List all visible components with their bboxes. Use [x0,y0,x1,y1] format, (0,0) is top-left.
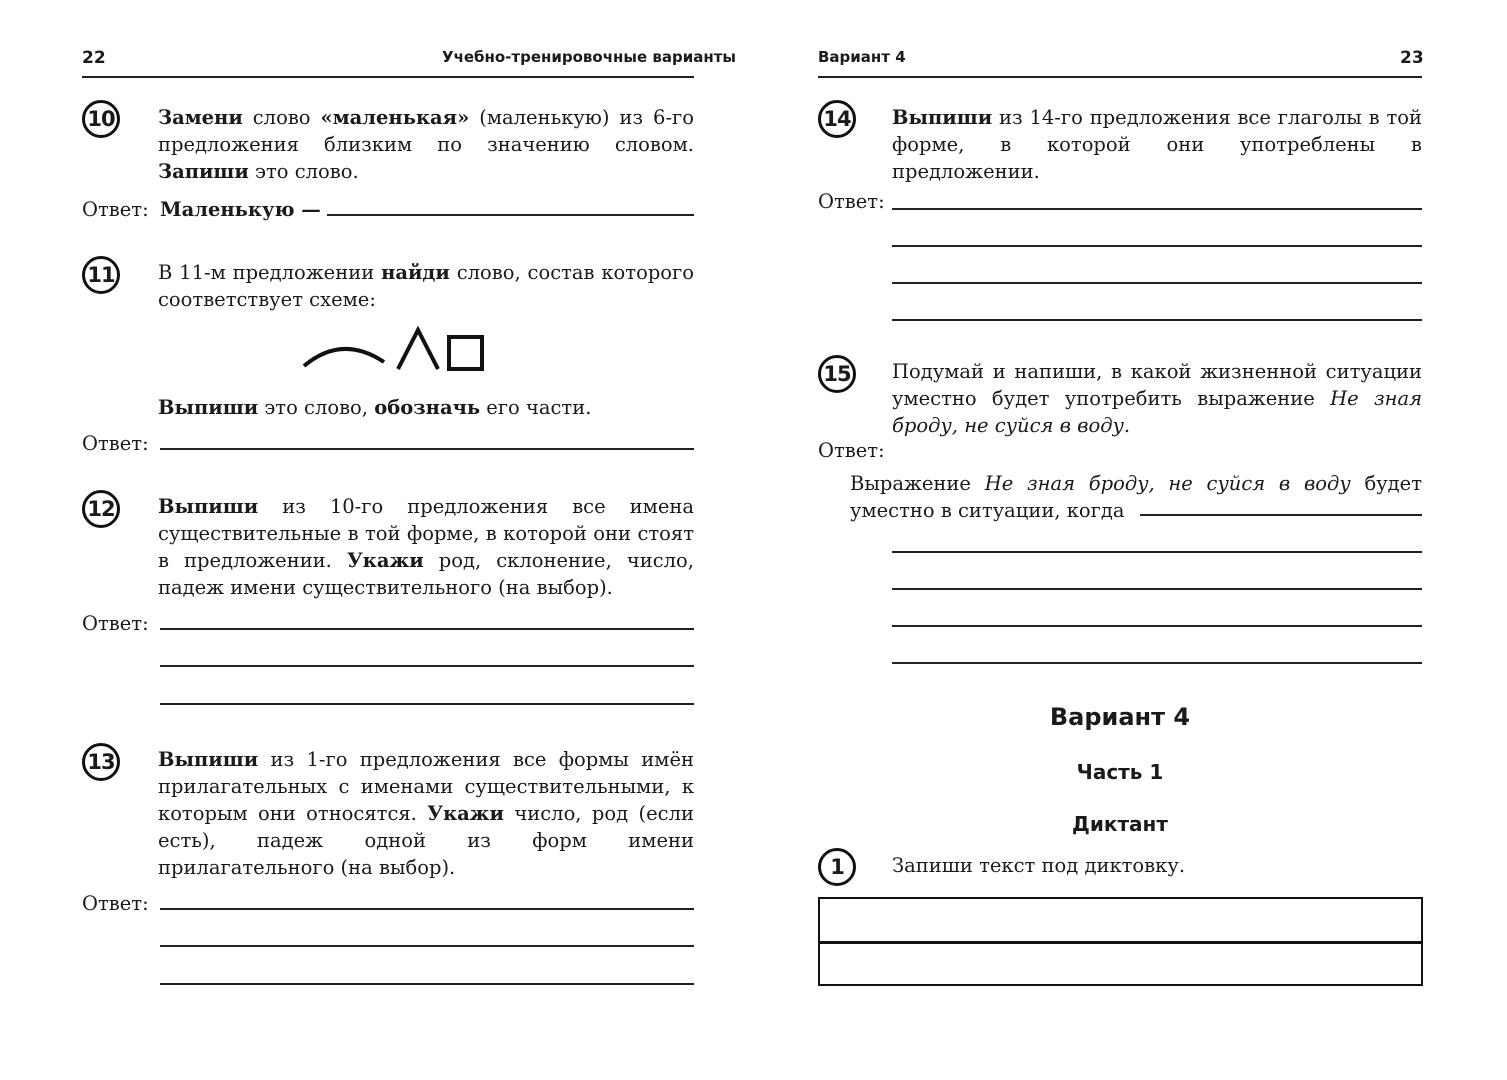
answer-label: Ответ: [82,612,149,635]
emph: Выпиши [158,748,259,771]
text: род, склонение, число, падеж имени существительного (на выбор). [158,549,694,599]
task-10-text [158,104,694,185]
emph: найди [381,261,450,284]
root-arc [304,349,384,366]
task-number-badge [82,256,120,294]
header-rule [818,76,1422,78]
task-15-text [892,358,1422,439]
answer-line[interactable] [892,588,1422,590]
text: слово, состав которого соответствует схеме: [158,261,695,311]
task-1-text: Запиши текст под диктовку. [892,854,1186,877]
task-number: 12 [87,497,115,521]
section-title: Диктант [1072,812,1168,836]
part-title: Часть 1 [1076,760,1164,784]
idiom: Не зная броду, не суйся в воду. [892,387,1422,437]
task-14-text [892,104,1422,185]
answer-prefix: Маленькую — [160,198,321,221]
task-number-badge [818,848,856,886]
emph: «маленькая» [320,106,470,129]
page-number: 23 [1400,48,1424,68]
answer-line[interactable] [892,319,1422,321]
page-number: 22 [82,48,106,68]
task-11-text [158,259,694,313]
task-number-badge [818,100,856,138]
task-number: 15 [823,362,851,386]
text: это слово. [248,160,359,183]
task-number-badge [818,355,856,393]
emph: Выпиши [158,396,259,419]
text: число, род (если есть), падеж одной из форм имени прилагательного (на выбор). [158,802,694,879]
task-12-text [158,493,694,601]
task-number: 11 [87,263,115,287]
answer-line[interactable] [892,551,1422,553]
dictation-box[interactable] [818,897,1423,986]
morpheme-scheme-icon [300,326,490,374]
idiom: Не зная броду, не суйся в воду [984,472,1351,495]
answer-label: Ответ: [82,432,149,455]
answer-line[interactable] [892,662,1422,664]
answer-line[interactable] [160,628,694,630]
emph: Укажи [427,802,504,825]
task-number: 10 [87,107,115,131]
text: из 10-го предложения все имена существительные в той форме, в которой они стоят в предложении. [158,495,694,572]
dictation-box-divider [820,941,1421,944]
task-number: 14 [823,107,851,131]
task-number-badge [82,743,120,781]
answer-line[interactable] [892,282,1422,284]
emph: Укажи [346,549,424,572]
suffix-caret [398,330,438,369]
emph: обозначь [374,396,481,419]
answer-label: Ответ: [82,892,149,915]
text: (маленькую) из 6-го предложения близким по значению словом. [158,106,694,156]
text: Подумай и напиши, в какой жизненной ситуации уместно будет употребить выражение [892,360,1422,410]
task-number: 13 [87,750,115,774]
running-title: Вариант 4 [818,48,906,66]
emph: Выпиши [158,495,259,518]
answer-line[interactable] [1140,514,1422,516]
answer-label: Ответ: [82,198,149,221]
answer-label: Ответ: [818,439,885,462]
header-rule [82,76,694,78]
text: В 11-м предложении [158,261,382,284]
task-13-text [158,746,694,881]
text: Выражение [850,472,985,495]
answer-line[interactable] [327,214,694,216]
text: из 14-го предложения все глаголы в той форме, в которой они употреблены в предложении. [892,106,1422,183]
task-15-answer-text [850,470,1422,524]
answer-line[interactable] [160,665,694,667]
answer-line[interactable] [160,945,694,947]
task-11-text-2 [158,394,694,421]
emph: Замени [158,106,243,129]
task-number: 1 [830,855,844,879]
running-title: Учебно-тренировочные варианты [442,48,736,66]
answer-line[interactable] [892,625,1422,627]
variant-title: Вариант 4 [1049,703,1191,731]
answer-line[interactable] [160,448,694,450]
answer-line[interactable] [160,908,694,910]
emph: Выпиши [892,106,993,129]
answer-line[interactable] [892,245,1422,247]
ending-square [449,337,482,369]
answer-line[interactable] [160,983,694,985]
answer-label: Ответ: [818,190,885,213]
task-number-badge [82,100,120,138]
task-number-badge [82,490,120,528]
answer-line[interactable] [160,703,694,705]
text: будет уместно в ситуации, когда [850,472,1423,522]
text: его части. [480,396,592,419]
text: из 1-го предложения все формы имён прилагательных с именами существительными, к которым они относятся. [158,748,694,825]
text: слово [242,106,321,129]
emph: Запиши [158,160,249,183]
answer-line[interactable] [892,208,1422,210]
text: это слово, [258,396,375,419]
